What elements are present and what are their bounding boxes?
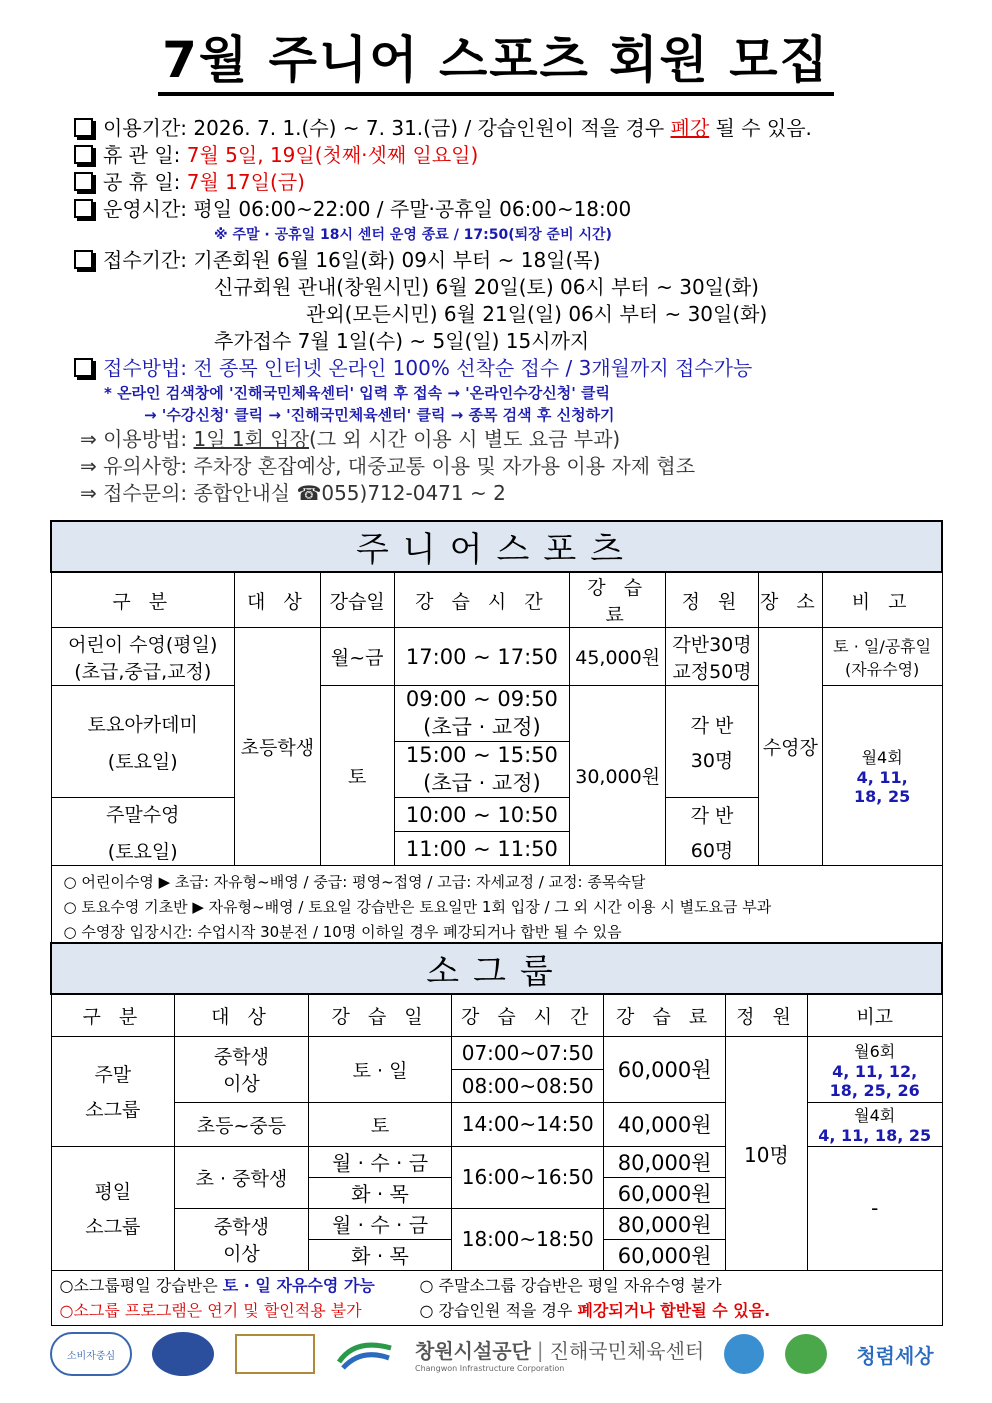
checkbox-icon <box>74 358 93 377</box>
col-header: 정 원 <box>666 572 759 628</box>
col-header: 강 습 료 <box>570 572 666 628</box>
col-header: 대 상 <box>234 572 320 628</box>
checkbox-icon <box>74 250 93 269</box>
reg-row: 접수기간: 기존회원 6월 16일(화) 09시 부터 ~ 18일(목) <box>74 247 954 274</box>
mascot-icon <box>724 1334 764 1374</box>
wave-icon <box>335 1334 395 1374</box>
junior-heading: 주니어스포츠 <box>51 521 942 572</box>
col-header: 대 상 <box>175 994 309 1036</box>
table-row: 평일 소그룹 초 · 중학생 월 · 수 · 금 16:00~16:50 80,000원 - <box>51 1146 942 1177</box>
table-row: 어린이 수영(평일) (초급,중급,교정) 초등학생 월~금 17:00 ~ 17:50 45,000원 각반30명 교정50명 수영장 토 · 일/공휴일 (자유수영) <box>51 628 942 686</box>
checkbox-icon <box>74 145 93 164</box>
col-header: 구 분 <box>51 994 175 1036</box>
place-cell: 수영장 <box>758 628 822 866</box>
mascot2-icon <box>785 1334 827 1374</box>
col-header: 강 습 시 간 <box>452 994 604 1036</box>
col-header: 비 고 <box>822 572 942 628</box>
target-cell: 초등학생 <box>234 628 320 866</box>
emblem-logo <box>152 1332 214 1376</box>
small-group-table <box>50 942 943 1326</box>
small-heading: 소그룹 <box>51 943 942 994</box>
table-row: 화 · 목 60,000원 <box>51 1177 942 1208</box>
col-header: 강 습 일 <box>308 994 452 1036</box>
checkbox-icon <box>74 172 93 191</box>
small-notes: ○소그룹평일 강습반은 토 · 일 자유수영 가능 ○ 주말소그룹 강습반은 평일 자유수영 불가 ○소그룹 프로그램은 연기 및 할인적용 불가 ○ 강습인원 적을 경우 폐강되거나 합반될 수 있음. <box>51 1270 942 1325</box>
col-header: 구 분 <box>51 572 234 628</box>
org-logo: 창원시설공단 | 진해국민체육센터 Changwon Infrastructure Corporation <box>415 1337 705 1373</box>
table-row: 초등~중등 토 14:00~14:50 40,000원 월4회 4, 11, 18, 25 <box>51 1102 942 1146</box>
col-header: 비고 <box>807 994 942 1036</box>
period-row: 이용기간: 2026. 7. 1.(수) ~ 7. 31.(금) / 강습인원이 적을 경우 폐강 될 수 있음. <box>74 115 954 142</box>
table-row: 토요아카데미 (토요일) 토 09:00 ~ 09:50 (초급 · 교정) 30,000원 각 반 30명 월4회 4, 11, 18, 25 <box>51 686 942 742</box>
table-row: 주말수영 (토요일) 10:00 ~ 10:50 각 반 60명 <box>51 798 942 832</box>
table-row: 08:00~08:50 <box>51 1069 942 1102</box>
contact-row: ⇒ 접수문의: 종합안내실 ☎055)712-0471 ~ 2 <box>80 481 506 505</box>
table-row: 중학생 이상 월 · 수 · 금 18:00~18:50 80,000원 <box>51 1208 942 1239</box>
table-row: 11:00 ~ 11:50 <box>51 832 942 866</box>
holiday-row: 공 휴 일: 7월 17일(금) <box>74 169 954 196</box>
slogan-logo: 청렴세상 <box>856 1343 934 1368</box>
col-header: 강 습 시 간 <box>394 572 570 628</box>
footer-logos <box>50 1325 943 1383</box>
checkbox-icon <box>74 118 93 137</box>
info-section <box>74 115 954 507</box>
reg-line4: 추가접수 7월 1일(수) ~ 5일(일) 15시까지 <box>214 329 590 353</box>
col-header: 정 원 <box>726 994 808 1036</box>
method-row: 접수방법: 전 종목 인터넷 온라인 100% 선착순 접수 / 3개월까지 접수가능 <box>74 355 954 382</box>
hours-note: ※ 주말 · 공휴일 18시 센터 운영 종료 / 17:50(퇴장 준비 시간) <box>214 227 612 243</box>
junior-notes: ○ 어린이수영 ▶ 초급: 자유형~배영 / 중급: 평영~접영 / 고급: 자세교정 / 교정: 종목숙달 ○ 토요수영 기초반 ▶ 자유형~배영 / 토요일 강습반은 토요일만 1회 입장 / 그 외 시간 이용 시 별도요금 부과 ○ 수영장 입장시간: 수업시작 30분전 / 10명 이하일 경우 폐강되거나 합반 될 수 있음 <box>51 866 942 950</box>
reg-line3: 관외(모든시민) 6월 21일(일) 06시 부터 ~ 30일(화) <box>306 302 768 326</box>
use-row: ⇒ 이용방법: 1일 1회 입장(그 외 시간 이용 시 별도 요금 부과) <box>80 427 621 451</box>
method-note1: * 온라인 검색창에 '진해국민체육센터' 입력 후 접속 → '온라인수강신청' 클릭 <box>104 384 610 402</box>
reg-line2: 신규회원 관내(창원시민) 6월 20일(토) 06시 부터 ~ 30일(화) <box>214 275 759 299</box>
junior-table <box>50 520 943 950</box>
capacity-cell: 10명 <box>726 1036 808 1270</box>
col-header: 장 소 <box>758 572 822 628</box>
certificate-logo <box>235 1334 315 1374</box>
hours-row: 운영시간: 평일 06:00~22:00 / 주말·공휴일 06:00~18:00 <box>74 196 954 223</box>
table-row: 화 · 목 60,000원 <box>51 1239 942 1270</box>
page-title: 7월 주니어 스포츠 회원 모집 <box>0 28 992 96</box>
caution-row: ⇒ 유의사항: 주차장 혼잡예상, 대중교통 이용 및 자가용 이용 자제 협조 <box>80 454 696 478</box>
checkbox-icon <box>74 199 93 218</box>
col-header: 강습일 <box>320 572 394 628</box>
consumer-logo: 소비자중심 <box>50 1332 132 1376</box>
table-row: 15:00 ~ 15:50 (초급 · 교정) <box>51 742 942 798</box>
closed-row: 휴 관 일: 7월 5일, 19일(첫째·셋째 일요일) <box>74 142 954 169</box>
wave-logo <box>335 1334 395 1374</box>
table-row: 주말 소그룹 중학생 이상 토 · 일 07:00~07:50 60,000원 10명 월6회 4, 11, 12, 18, 25, 26 <box>51 1036 942 1069</box>
method-note2: → '수강신청' 클릭 → '진해국민체육센터' 클릭 → 종목 검색 후 신청하기 <box>144 406 615 424</box>
col-header: 강 습 료 <box>604 994 726 1036</box>
